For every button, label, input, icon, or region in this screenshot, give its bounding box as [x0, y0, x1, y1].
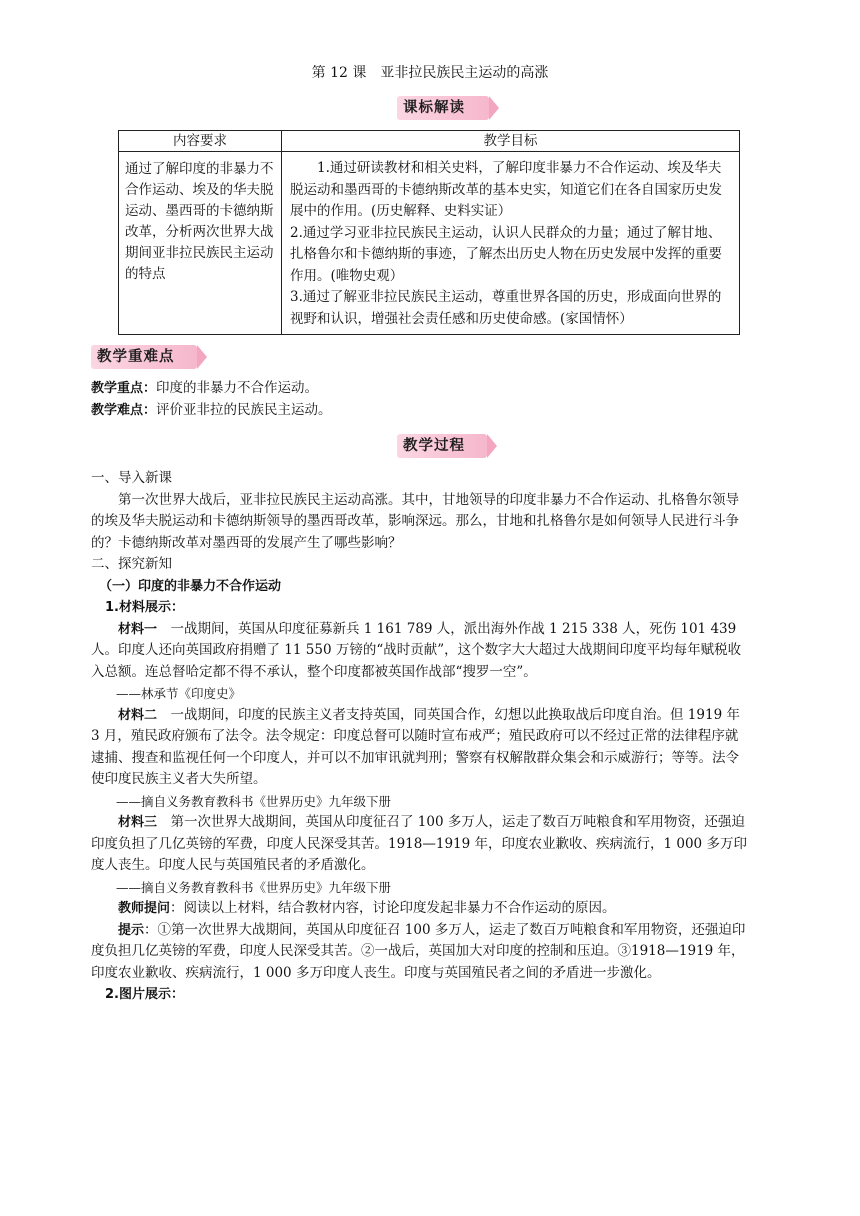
- item-heading: 2.图片展示：: [105, 987, 184, 1002]
- material-one: [91, 619, 751, 684]
- difficulty-line: [91, 400, 751, 422]
- goal-item: 2.通过学习亚非拉民族民主运动，认识人民群众的力量；通过了解甘地、扎格鲁尔和卡德纳斯的事迹，了解杰出历史人物在历史发展中发挥的重要作用。(唯物史观）: [290, 224, 722, 284]
- intro-paragraph: 第一次世界大战后，亚非拉民族民主运动高涨。其中，甘地领导的印度非暴力不合作运动、扎格鲁尔领导的埃及华夫脱运动和卡德纳斯领导的墨西哥改革，影响深远。那么，甘地和扎格鲁尔是如何领导人民进行斗争的？卡德纳斯改革对墨西哥的发展产生了哪些影响？: [91, 491, 739, 551]
- material-text: 一战期间，印度的民族主义者支持英国，同英国合作，幻想以此换取战后印度自治。但 1919 年 3 月，殖民政府颁布了法令。法令规定：印度总督可以随时宣布戒严；殖民政府可以不经过正常的法律程序就逮捕、搜查和监视任何一个印度人，并可以不加审讯就判刑；警察有权解散群众集会和示威游行；等等。法令使印度民族主义者大失所望。: [91, 706, 740, 787]
- hint-text: ：①第一次世界大战期间，英国从印度征召 100 多万人，运走了数百万吨粮食和军用物资，还强迫印度负担几亿英镑的军费，印度人民深受其苦。②一战后，英国加大对印度的控制和压迫。③1918—1919 年，印度农业歉收、疾病流行，1 000 多万印度人丧生。印度与英国殖民者之间的矛盾进一步激化。: [91, 921, 746, 981]
- table-header: 教学目标: [282, 131, 740, 152]
- difficulty-label: 教学难点：: [91, 402, 157, 418]
- teaching-goals: [282, 152, 740, 335]
- focus-label: 教学重点：: [91, 381, 157, 396]
- subsection-heading: （一）印度的非暴力不合作运动: [99, 578, 282, 594]
- item-heading: 1.材料展示：: [105, 600, 184, 615]
- content-requirement: 通过了解印度的非暴力不合作运动、埃及的华夫脱运动、墨西哥的卡德纳斯改革，分析两次世界大战期间亚非拉民族民主运动的特点: [119, 152, 282, 335]
- material-label: 材料三: [118, 815, 158, 830]
- goal-item: 3.通过了解亚非拉民族民主运动，尊重世界各国的历史，形成面向世界的视野和认识，增强社会责任感和历史使命感。(家国情怀）: [290, 289, 722, 327]
- material-source: ——摘自义务教育教科书《世界历史》九年级下册: [116, 879, 392, 895]
- table-header-row: [119, 131, 740, 152]
- table-header: 内容要求: [119, 131, 282, 152]
- process-section: [91, 468, 751, 1006]
- material-text: 一战期间，英国从印度征募新兵 1 161 789 人，派出海外作战 1 215 338 人，死伤 101 439 人。印度人还向英国政府捐赠了 11 550 万镑的“战时贡献”，这个数字大大超过大战期间印度平均每年赋税收入总额。连总督哈定都不得不承认，整个印度都被英国作战部“搜罗一空”。: [91, 620, 742, 680]
- banner-key-points: 教学重难点: [91, 345, 197, 369]
- hint-label: 提示: [118, 922, 145, 938]
- goal-item: 1.通过研读教材和相关史料，了解印度非暴力不合作运动、埃及华夫脱运动和墨西哥的卡德纳斯改革的基本史实，知道它们在各自国家历史发展中的作用。(历史解释、史料实证）: [290, 160, 722, 219]
- question-text: ：阅读以上材料，结合教材内容，讨论印度发起非暴力不合作运动的原因。: [170, 900, 616, 916]
- banner-process: 教学过程: [397, 434, 487, 458]
- focus-line: [91, 378, 751, 400]
- focus-text: 印度的非暴力不合作运动。: [156, 380, 319, 396]
- material-text: 第一次世界大战期间，英国从印度征召了 100 多万人，运走了数百万吨粮食和军用物资，还强迫印度负担了几亿英镑的军费，印度人民深受其苦。1918—1919 年，印度农业歉收、疾病流行，1 000 多万印度人丧生。印度人民与英国殖民者的矛盾激化。: [91, 814, 747, 873]
- banner-standards: 课标解读: [397, 96, 489, 120]
- section-heading: 一、导入新课: [91, 470, 172, 486]
- material-label: 材料二: [118, 707, 158, 723]
- key-points: [91, 378, 751, 421]
- material-three: [91, 812, 751, 877]
- objectives-table: [118, 130, 740, 335]
- material-source: ——摘自义务教育教科书《世界历史》九年级下册: [116, 793, 392, 809]
- section-heading: 二、探究新知: [91, 556, 172, 572]
- material-label: 材料一: [118, 621, 158, 637]
- hint: [91, 920, 751, 985]
- material-two: [91, 705, 751, 791]
- material-source: ——林承节《印度史》: [116, 686, 242, 701]
- table-row: [119, 152, 740, 335]
- difficulty-text: 评价亚非拉的民族民主运动。: [156, 401, 332, 418]
- teacher-question: [91, 898, 751, 920]
- question-label: 教师提问: [118, 901, 171, 916]
- lesson-title: 第 12 课 亚非拉民族民主运动的高涨: [311, 65, 549, 81]
